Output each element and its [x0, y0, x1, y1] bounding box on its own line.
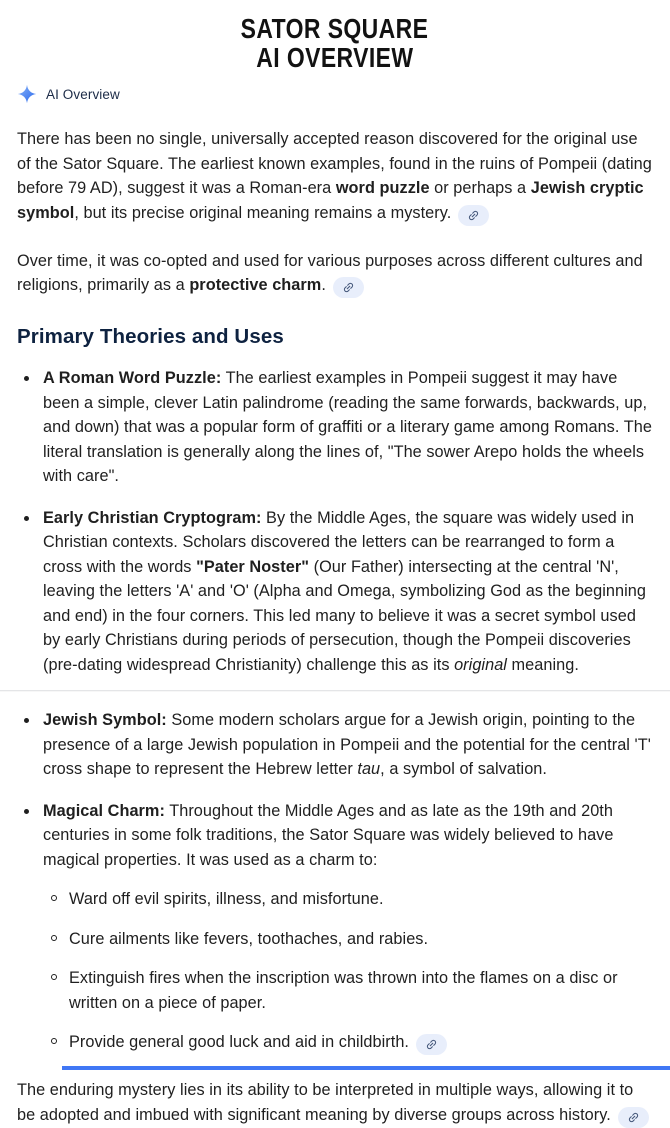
theory-list-item [17, 799, 652, 1056]
text-run: Provide general good luck and aid in childbirth. [69, 1033, 409, 1051]
bold-text: Jewish Symbol: [43, 711, 167, 729]
ai-sparkle-icon [17, 84, 37, 104]
text-run: Cure ailments like fevers, toothaches, and rabies. [69, 929, 429, 948]
bullet-marker [24, 376, 29, 381]
bold-text: Jewish cryptic symbol [17, 179, 644, 222]
charm-use-text [69, 1030, 652, 1055]
bottom-blue-bar [62, 1066, 670, 1070]
bold-text: protective charm [189, 276, 322, 294]
theory-text [43, 366, 652, 489]
source-link-button[interactable] [458, 205, 489, 226]
theories-list [17, 366, 652, 1055]
charm-use-text [69, 927, 652, 952]
sub-bullet-marker [51, 895, 57, 901]
section-heading: Primary Theories and Uses [17, 325, 284, 348]
bullet-marker [24, 718, 29, 723]
theory-list-item [17, 708, 652, 782]
text-run: (Our Father) intersecting at the central 'N', leaving the letters 'A' and 'O' (Alpha and Omega, symbolizing God as the beginning and end) in the four corners. This led many to believe it was a secret symbol used by early Christians during periods of persecution, though the Pompeii discoveries (pre-dating widespread Christianity) challenge this as its [43, 557, 647, 674]
italic-text: tau [357, 760, 381, 778]
theory-text [43, 799, 652, 1056]
source-link-button[interactable] [416, 1034, 447, 1055]
text-run: or perhaps a [429, 179, 531, 197]
section-divider [0, 690, 670, 691]
page-title [17, 14, 652, 72]
bold-text: Magical Charm: [43, 801, 165, 820]
charm-uses-list [51, 887, 652, 1055]
text-run: , but its precise original meaning remains a mystery. [74, 203, 452, 222]
theory-list-item [17, 366, 652, 489]
text-run: , a symbol of salvation. [380, 760, 547, 778]
paragraph-overtime [17, 249, 652, 299]
bold-text: A Roman Word Puzzle: [43, 369, 222, 387]
bold-text: word puzzle [335, 179, 430, 197]
text-run: meaning. [506, 655, 579, 674]
charm-use-item [51, 887, 652, 912]
link-icon [339, 278, 357, 296]
charm-use-text [69, 966, 652, 1015]
text-run: The earliest examples in Pompeii suggest it may have been a simple, clever Latin palindrome (reading the same forwards, backwards, up, and down) that was a popular form of graffiti or a literary game among Romans. The literal translation is generally along the lines of, "The sower Arepo holds the wheels with care". [43, 369, 652, 485]
text-run: Over time, it was co-opted and used for various purposes across different cultures and religions, primarily as a [17, 251, 643, 294]
bold-text: Early Christian Cryptogram: [43, 508, 262, 527]
text-run: Extinguish fires when the inscription was thrown into the flames on a disc or written on a piece of paper. [69, 969, 618, 1012]
text-run: Ward off evil spirits, illness, and misfortune. [69, 890, 384, 908]
text-run: . [321, 276, 326, 294]
sub-bullet-marker [51, 974, 57, 980]
link-icon [624, 1108, 642, 1126]
bullet-marker [24, 809, 29, 814]
sub-bullet-marker [51, 935, 57, 941]
bullet-marker [24, 516, 29, 521]
link-icon [465, 206, 483, 224]
link-icon [422, 1035, 440, 1053]
text-run: By the Middle Ages, the square was widely used in Christian contexts. Scholars discovered the letters can be rearranged to form a cross with the words [43, 508, 635, 576]
ai-overview-label: AI Overview [46, 86, 120, 102]
paragraph-intro [17, 127, 652, 226]
text-run: Throughout the Middle Ages and as late as the 19th and 20th centuries in some folk traditions, the Sator Square was widely believed to have magical properties. It was used as a charm to: [43, 801, 614, 869]
text-run: Some modern scholars argue for a Jewish origin, pointing to the presence of a large Jewish population in Pompeii and the potential for the central 'T' cross shape to represent the Hebrew letter [43, 711, 651, 778]
charm-use-item [51, 966, 652, 1015]
text-run: There has been no single, universally accepted reason discovered for the original use of the Sator Square. The earliest known examples, found in the ruins of Pompeii (dating before 79 AD), suggest it was a Roman-era [17, 130, 652, 197]
charm-use-text [69, 887, 652, 912]
theory-text [43, 506, 652, 678]
theory-list-item [17, 506, 652, 678]
text-run: The enduring mystery lies in its ability to be interpreted in multiple ways, allowing it to be adopted and imbued with significant meaning by diverse groups across history. [17, 1081, 634, 1124]
paragraph-conclusion [17, 1078, 652, 1128]
italic-text: original [454, 655, 507, 674]
source-link-button[interactable] [333, 277, 364, 298]
theory-text [43, 708, 652, 782]
charm-use-item [51, 927, 652, 952]
source-link-button[interactable] [618, 1107, 649, 1128]
page-title-line2: AI OVERVIEW [255, 42, 414, 73]
sub-bullet-marker [51, 1038, 57, 1044]
charm-use-item [51, 1030, 652, 1055]
bold-text: "Pater Noster" [196, 557, 310, 576]
ai-overview-header [17, 84, 652, 104]
page-title-line1: SATOR SQUARE [240, 13, 429, 44]
